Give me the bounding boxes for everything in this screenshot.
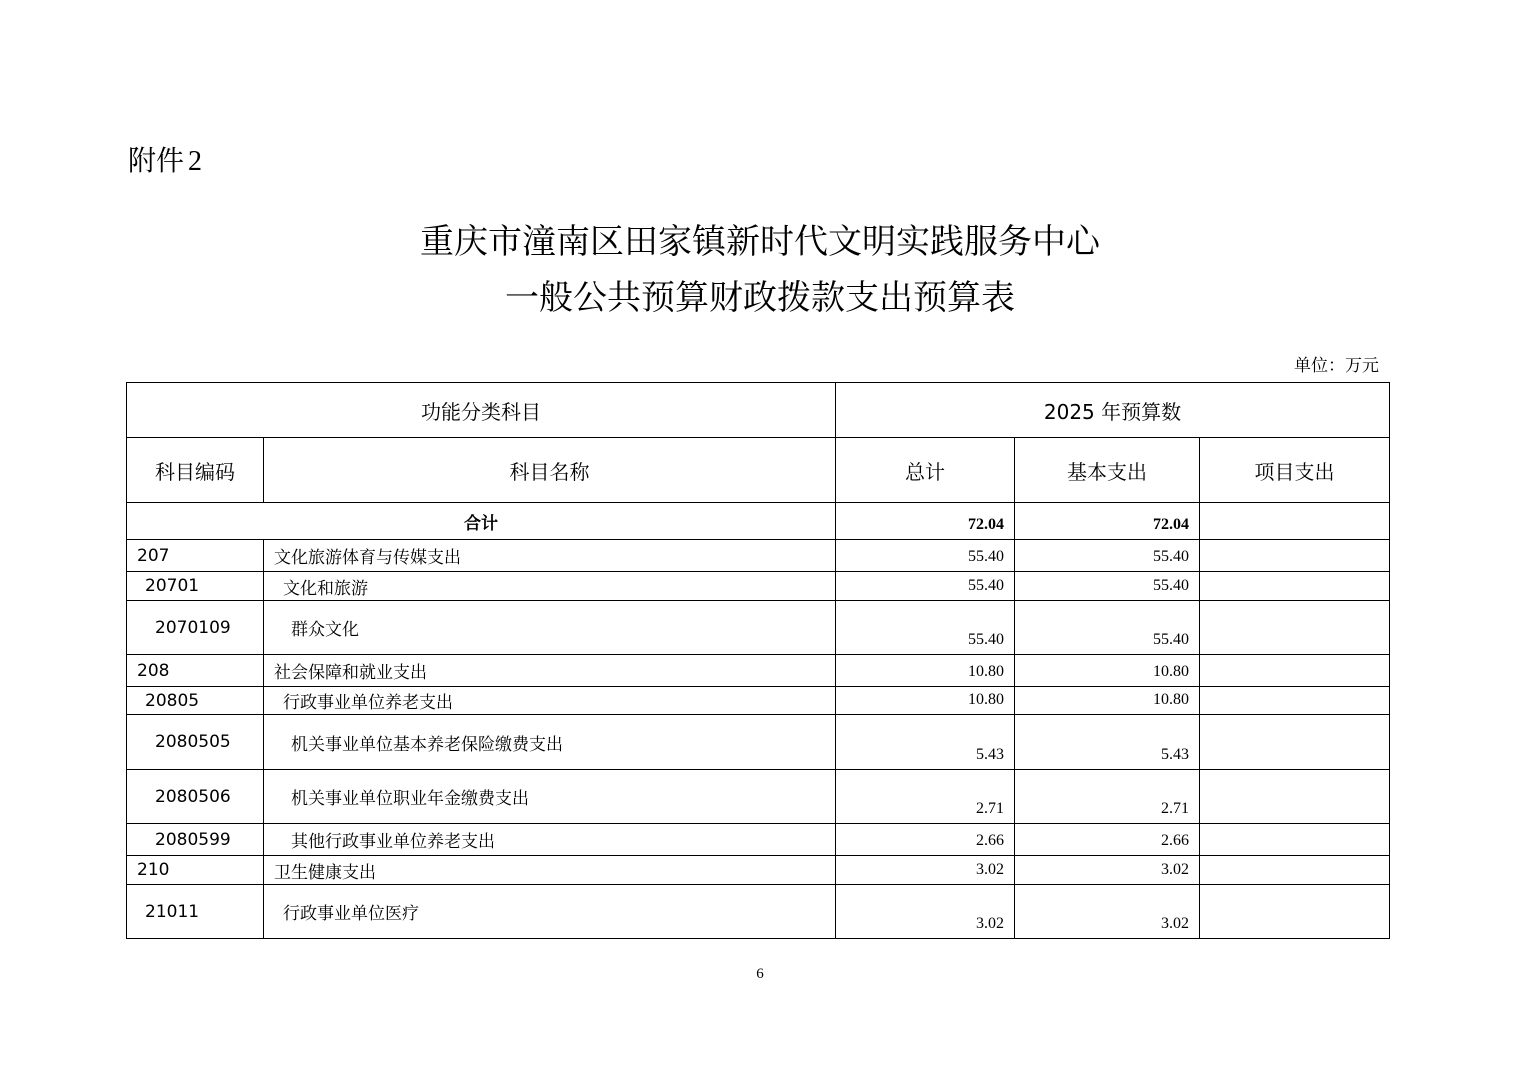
row-name: 卫生健康支出 [264, 856, 836, 885]
row-code: 2080505 [127, 715, 264, 770]
row-basic-value: 55.40 [1153, 548, 1189, 565]
row-name: 文化和旅游 [264, 572, 836, 601]
row-code: 2080599 [127, 824, 264, 856]
row-total [836, 572, 1015, 601]
budget-table [126, 382, 1390, 939]
row-total-value: 3.02 [976, 861, 1004, 878]
row-total [836, 655, 1015, 687]
row-total [836, 540, 1015, 572]
total-project [1200, 503, 1390, 540]
row-basic-value: 55.40 [1153, 631, 1189, 648]
row-project [1200, 572, 1390, 601]
row-project [1200, 885, 1390, 939]
page-number: 6 [756, 966, 764, 982]
row-basic-value: 2.66 [1161, 832, 1189, 849]
row-basic [1015, 770, 1200, 824]
row-name: 机关事业单位职业年金缴费支出 [264, 770, 836, 824]
header-budget-year: 2025 年预算数 [836, 383, 1390, 438]
row-code: 208 [127, 655, 264, 687]
row-basic [1015, 856, 1200, 885]
row-basic [1015, 601, 1200, 655]
table-row [127, 856, 1390, 885]
row-code: 20805 [127, 687, 264, 715]
row-code: 20701 [127, 572, 264, 601]
row-total-value: 55.40 [968, 631, 1004, 648]
header-total: 总计 [836, 438, 1015, 503]
document-title-line1: 重庆市潼南区田家镇新时代文明实践服务中心 [420, 222, 1100, 262]
table-row [127, 715, 1390, 770]
row-name: 群众文化 [264, 601, 836, 655]
row-basic-value: 3.02 [1161, 861, 1189, 878]
row-code: 2070109 [127, 601, 264, 655]
row-basic [1015, 655, 1200, 687]
row-basic [1015, 824, 1200, 856]
row-code: 2080506 [127, 770, 264, 824]
row-name: 其他行政事业单位养老支出 [264, 824, 836, 856]
total-basic [1015, 503, 1200, 540]
table-row [127, 885, 1390, 939]
row-total-value: 2.71 [976, 800, 1004, 817]
row-code: 207 [127, 540, 264, 572]
row-basic [1015, 572, 1200, 601]
header-code: 科目编码 [127, 438, 264, 503]
table-row [127, 824, 1390, 856]
row-project [1200, 655, 1390, 687]
row-basic-value: 10.80 [1153, 691, 1189, 708]
row-total-value: 5.43 [976, 746, 1004, 763]
row-code: 210 [127, 856, 264, 885]
header-functional-category: 功能分类科目 [127, 383, 836, 438]
table-row [127, 601, 1390, 655]
attachment-number: 2 [188, 146, 203, 177]
row-project [1200, 601, 1390, 655]
row-basic-value: 3.02 [1161, 915, 1189, 932]
row-basic-value: 10.80 [1153, 663, 1189, 680]
row-total [836, 885, 1015, 939]
row-basic-value: 5.43 [1161, 746, 1189, 763]
total-row [127, 503, 1390, 540]
row-total [836, 824, 1015, 856]
row-total [836, 687, 1015, 715]
row-total-value: 55.40 [968, 548, 1004, 565]
row-project [1200, 770, 1390, 824]
row-project [1200, 715, 1390, 770]
total-basic-value: 72.04 [1153, 516, 1189, 533]
attachment-text: 附件 [128, 144, 185, 177]
row-name: 社会保障和就业支出 [264, 655, 836, 687]
row-total-value: 10.80 [968, 691, 1004, 708]
row-name: 行政事业单位养老支出 [264, 687, 836, 715]
row-project [1200, 687, 1390, 715]
row-project [1200, 824, 1390, 856]
row-basic-value: 55.40 [1153, 577, 1189, 594]
header-project: 项目支出 [1200, 438, 1390, 503]
total-total [836, 503, 1015, 540]
table-row [127, 655, 1390, 687]
total-total-value: 72.04 [968, 516, 1004, 533]
row-total [836, 715, 1015, 770]
row-basic-value: 2.71 [1161, 800, 1189, 817]
row-total-value: 55.40 [968, 577, 1004, 594]
row-name: 机关事业单位基本养老保险缴费支出 [264, 715, 836, 770]
row-name: 行政事业单位医疗 [264, 885, 836, 939]
row-basic [1015, 885, 1200, 939]
row-total-value: 2.66 [976, 832, 1004, 849]
table-row [127, 572, 1390, 601]
row-basic [1015, 687, 1200, 715]
row-code: 21011 [127, 885, 264, 939]
attachment-label [128, 143, 202, 180]
row-total [836, 856, 1015, 885]
unit-label: 单位：万元 [1294, 356, 1379, 376]
row-total [836, 601, 1015, 655]
document-title-line2: 一般公共预算财政拨款支出预算表 [505, 278, 1015, 318]
header-row-1 [127, 383, 1390, 438]
row-basic [1015, 540, 1200, 572]
row-total-value: 10.80 [968, 663, 1004, 680]
row-name: 文化旅游体育与传媒支出 [264, 540, 836, 572]
row-project [1200, 856, 1390, 885]
row-total [836, 770, 1015, 824]
row-project [1200, 540, 1390, 572]
table-row [127, 687, 1390, 715]
row-total-value: 3.02 [976, 915, 1004, 932]
header-name: 科目名称 [264, 438, 836, 503]
header-row-2 [127, 438, 1390, 503]
row-basic [1015, 715, 1200, 770]
header-basic: 基本支出 [1015, 438, 1200, 503]
table-row [127, 540, 1390, 572]
total-label: 合计 [127, 503, 836, 540]
table-row [127, 770, 1390, 824]
